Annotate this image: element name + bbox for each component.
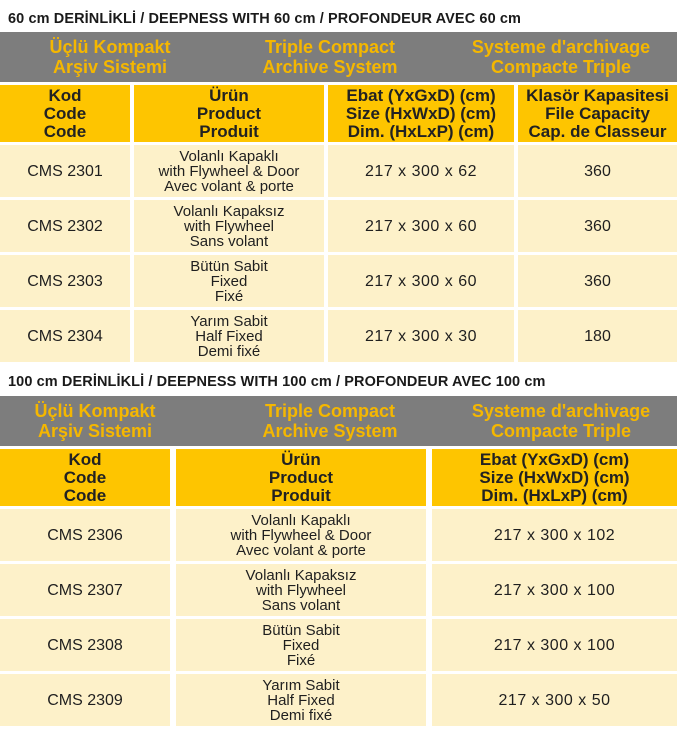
group-header-line: Arşiv Sistemi bbox=[52, 57, 168, 77]
product-line: Fixed bbox=[210, 272, 248, 290]
table-row bbox=[0, 310, 677, 362]
group-header-fr bbox=[445, 32, 677, 82]
column-header-size bbox=[328, 85, 514, 142]
product-name bbox=[134, 255, 324, 307]
product-line: Bütün Sabit bbox=[190, 257, 268, 275]
header-line: Code bbox=[63, 467, 107, 487]
header-line: Kod bbox=[68, 449, 102, 469]
column-header-size bbox=[432, 449, 677, 506]
table-row bbox=[0, 145, 677, 197]
column-header-row bbox=[0, 85, 677, 142]
file-capacity: 360 bbox=[518, 145, 677, 197]
header-line: Dim. (HxLxP) (cm) bbox=[347, 121, 495, 141]
header-line: Code bbox=[43, 103, 87, 123]
group-header-line: Üçlü Kompakt bbox=[49, 37, 171, 57]
file-capacity: 360 bbox=[518, 255, 677, 307]
product-code: CMS 2309 bbox=[0, 674, 170, 726]
product-code: CMS 2307 bbox=[0, 564, 170, 616]
product-code: CMS 2308 bbox=[0, 619, 170, 671]
group-header-tr bbox=[0, 396, 190, 446]
product-code: CMS 2302 bbox=[0, 200, 130, 252]
product-line: Bütün Sabit bbox=[262, 621, 340, 639]
header-line: Ürün bbox=[209, 85, 249, 105]
product-size: 217 x 300 x 50 bbox=[432, 674, 677, 726]
product-size: 217 x 300 x 102 bbox=[432, 509, 677, 561]
product-line: Half Fixed bbox=[195, 327, 263, 345]
product-line: Sans volant bbox=[261, 596, 341, 614]
file-capacity: 180 bbox=[518, 310, 677, 362]
product-line: Avec volant & porte bbox=[164, 177, 294, 195]
product-line: Volanlı Kapaklı bbox=[179, 147, 279, 165]
product-size: 217 x 300 x 60 bbox=[328, 255, 514, 307]
product-name bbox=[176, 509, 426, 561]
product-line: Demi fixé bbox=[197, 342, 261, 360]
product-line: Fixé bbox=[286, 651, 316, 669]
header-line: Product bbox=[268, 467, 334, 487]
header-line: File Capacity bbox=[545, 103, 650, 123]
table-row bbox=[0, 619, 677, 671]
column-header-code bbox=[0, 449, 170, 506]
group-header-line: Systeme d'archivage bbox=[471, 37, 651, 57]
group-header-line: Archive System bbox=[262, 57, 398, 77]
group-header-line: Compacte Triple bbox=[490, 421, 632, 441]
product-line: Volanlı Kapaklı bbox=[251, 511, 351, 529]
column-header-product bbox=[176, 449, 426, 506]
header-line: Code bbox=[43, 121, 87, 141]
product-line: with Flywheel & Door bbox=[230, 526, 372, 544]
header-line: Ürün bbox=[281, 449, 321, 469]
header-line: Klasör Kapasitesi bbox=[526, 85, 669, 105]
product-name bbox=[134, 310, 324, 362]
product-code: CMS 2304 bbox=[0, 310, 130, 362]
product-line: with Flywheel & Door bbox=[158, 162, 300, 180]
header-line: Size (HxWxD) (cm) bbox=[479, 467, 630, 487]
group-header-line: Triple Compact bbox=[264, 37, 396, 57]
header-line: Dim. (HxLxP) (cm) bbox=[481, 485, 628, 505]
product-line: Demi fixé bbox=[269, 706, 333, 724]
header-line: Ebat (YxGxD) (cm) bbox=[479, 449, 630, 469]
group-header-band bbox=[0, 32, 677, 82]
table-row bbox=[0, 674, 677, 726]
group-header-line: Arşiv Sistemi bbox=[37, 421, 153, 441]
product-code: CMS 2303 bbox=[0, 255, 130, 307]
product-size: 217 x 300 x 62 bbox=[328, 145, 514, 197]
header-line: Size (HxWxD) (cm) bbox=[345, 103, 497, 123]
header-line: Kod bbox=[48, 85, 82, 105]
product-name bbox=[134, 145, 324, 197]
product-line: Volanlı Kapaksız bbox=[173, 202, 285, 220]
product-line: Half Fixed bbox=[267, 691, 335, 709]
table-row bbox=[0, 564, 677, 616]
table-row bbox=[0, 255, 677, 307]
group-header-line: Compacte Triple bbox=[490, 57, 632, 77]
product-code: CMS 2301 bbox=[0, 145, 130, 197]
group-header-line: Archive System bbox=[262, 421, 398, 441]
product-line: Fixed bbox=[282, 636, 320, 654]
table-row bbox=[0, 200, 677, 252]
section-1-title: 60 cm DERİNLİKLİ / DEEPNESS WITH 60 cm / PROFONDEUR AVEC 60 cm bbox=[8, 11, 522, 27]
column-header-capacity bbox=[518, 85, 677, 142]
group-header-en bbox=[225, 396, 435, 446]
column-header-code bbox=[0, 85, 130, 142]
product-size: 217 x 300 x 30 bbox=[328, 310, 514, 362]
product-name bbox=[176, 619, 426, 671]
product-name bbox=[176, 674, 426, 726]
product-size: 217 x 300 x 100 bbox=[432, 564, 677, 616]
group-header-en bbox=[225, 32, 435, 82]
product-line: with Flywheel bbox=[183, 217, 275, 235]
product-line: Fixé bbox=[214, 287, 244, 305]
section-2-title: 100 cm DERİNLİKLİ / DEEPNESS WITH 100 cm / PROFONDEUR AVEC 100 cm bbox=[8, 374, 546, 390]
group-header-band bbox=[0, 396, 677, 446]
product-line: Yarım Sabit bbox=[262, 676, 340, 694]
file-capacity: 360 bbox=[518, 200, 677, 252]
header-line: Produit bbox=[271, 485, 331, 505]
product-line: Sans volant bbox=[189, 232, 269, 250]
group-header-line: Triple Compact bbox=[264, 401, 396, 421]
group-header-line: Üçlü Kompakt bbox=[34, 401, 156, 421]
product-line: Avec volant & porte bbox=[236, 541, 366, 559]
product-code: CMS 2306 bbox=[0, 509, 170, 561]
product-name bbox=[176, 564, 426, 616]
product-line: Yarım Sabit bbox=[190, 312, 268, 330]
group-header-line: Systeme d'archivage bbox=[471, 401, 651, 421]
product-size: 217 x 300 x 60 bbox=[328, 200, 514, 252]
header-line: Code bbox=[63, 485, 107, 505]
group-header-tr bbox=[0, 32, 220, 82]
column-header-row bbox=[0, 449, 677, 506]
product-name bbox=[134, 200, 324, 252]
header-line: Cap. de Classeur bbox=[528, 121, 667, 141]
column-header-product bbox=[134, 85, 324, 142]
header-line: Produit bbox=[199, 121, 259, 141]
product-line: Volanlı Kapaksız bbox=[245, 566, 357, 584]
product-size: 217 x 300 x 100 bbox=[432, 619, 677, 671]
header-line: Product bbox=[196, 103, 262, 123]
table-row bbox=[0, 509, 677, 561]
header-line: Ebat (YxGxD) (cm) bbox=[346, 85, 496, 105]
group-header-fr bbox=[445, 396, 677, 446]
product-line: with Flywheel bbox=[255, 581, 347, 599]
